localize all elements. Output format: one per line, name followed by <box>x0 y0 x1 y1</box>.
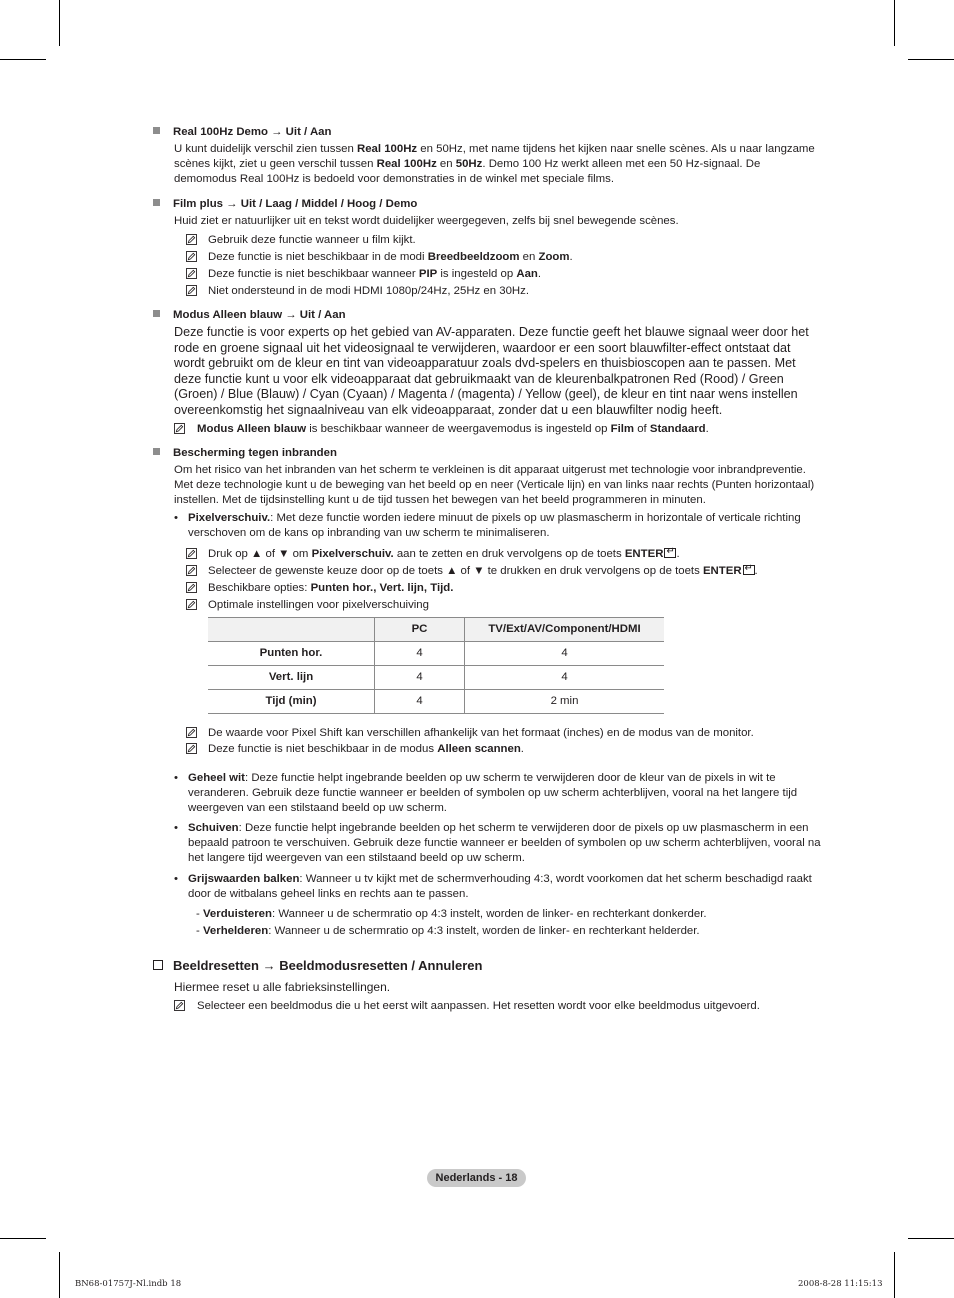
real100hz-description: U kunt duidelijk verschil zien tussen Real 100Hz en 50Hz, met name tijdens het kijken naar snelle scènes. Als u naar langzame scènes kijkt, ziet u geen verschil tussen Real 100Hz en 50Hz. Demo 100 Hz werkt alleen met een 50 Hz-signaal. De demomodus Real 100Hz is bedoeld voor demonstraties in de winkel met speciale films. <box>174 143 815 185</box>
table-header-cell: PC <box>375 618 465 642</box>
enter-icon <box>743 565 755 575</box>
checkbox-bullet-icon <box>153 960 163 970</box>
table-cell: 4 <box>465 666 665 690</box>
note-pencil-icon <box>186 743 197 754</box>
footer-file-info: BN68-01757J-Nl.indb 18 <box>75 1279 182 1289</box>
table-header-cell <box>208 618 375 642</box>
table-header-row <box>208 618 664 642</box>
page-number-badge: Nederlands - 18 <box>427 1169 526 1187</box>
table-cell: 2 min <box>465 690 665 714</box>
note-pencil-icon <box>186 727 197 738</box>
note-pencil-icon <box>186 599 197 610</box>
square-bullet-icon <box>153 127 160 134</box>
table-cell: 4 <box>375 690 465 714</box>
table-header-cell: TV/Ext/AV/Component/HDMI <box>465 618 665 642</box>
note-pencil-icon <box>186 582 197 593</box>
square-bullet-icon <box>153 310 160 317</box>
bullet-dot-icon: • <box>174 512 178 524</box>
bullet-dot-icon: • <box>174 873 178 885</box>
note-pencil-icon <box>174 1000 185 1011</box>
bullet-grijswaarden: • Grijswaarden balken: Wanneer u tv kijkt met de schermverhouding 4:3, wordt voorkomen dat het scherm beschadigd raakt door de witbalans geheel links en rechts aan te passen. <box>174 873 812 900</box>
note: Deze functie is niet beschikbaar wanneer PIP is ingesteld op Aan. <box>186 267 541 282</box>
bullet-dot-icon: • <box>174 772 178 784</box>
section-title-picture-reset: Beeldresetten → Beeldmodusresetten / Annuleren <box>153 958 482 974</box>
table-row-header: Vert. lijn <box>208 666 375 690</box>
table-row-header: Tijd (min) <box>208 690 375 714</box>
table-row <box>208 666 664 690</box>
table-row-header: Punten hor. <box>208 642 375 666</box>
reset-description: Hiermee reset u alle fabrieksinstellingen. <box>174 980 391 994</box>
bullet-dot-icon: • <box>174 822 178 834</box>
note: Selecteer de gewenste keuze door op de toets ▲ of ▼ te drukken en druk vervolgens op de toets ENTER↵ . <box>186 564 758 579</box>
bullet-geheel-wit: • Geheel wit: Deze functie helpt ingebrande beelden op uw scherm te verwijderen door de kleur van de pixels in wit te veranderen. Gebruik deze functie wanneer er beelden of symbolen op uw scherm achterblijven, vooral na het langere tijd weergeven van een stilstaand beeld op uw scherm. <box>174 772 798 814</box>
bullet-pixel-shift: • Pixelverschuiv.: Met deze functie worden iedere minuut de pixels op uw plasmascherm in horizontale of verticale richting verschoven om de kans op inbranding van uw scherm te minimaliseren. <box>174 512 801 539</box>
table-cell: 4 <box>375 642 465 666</box>
note: De waarde voor Pixel Shift kan verschillen afhankelijk van het formaat (inches) en de modus van de monitor. <box>186 726 754 741</box>
crop-mark <box>59 1252 60 1298</box>
blue-only-description: Deze functie is voor experts op het gebied van AV-apparaten. Deze functie geeft het blauwe signaal weer door het rode en groene signaal uit het videosignaal te verwijderen, waardoor er een soort blauwfilter-effect ontstaat dat wordt gebruikt om de kleur en tint van videoapparatuur zoals dvd-spelers en thuisbioscopen aan te passen. Met deze functie kunt u voor elk videoapparaat dat gebruikmaakt van de kleurenbalkpatronen Red (Rood) / Green (Groen) / Blue (Blauw) / Cyan (Cyaan) / Magenta / (magenta) / Yellow (geel), de kleur en tint naar wens instellen overeenkomstig het signaalniveau van elk videoapparaat, zonder dat u een blauwfilter nodig heeft. <box>174 325 809 417</box>
note: Gebruik deze functie wanneer u film kijkt. <box>186 233 416 248</box>
crop-mark <box>894 0 895 46</box>
note: Selecteer een beeldmodus die u het eerst wilt aanpassen. Het resetten wordt voor elke beeldmodus uitgevoerd. <box>174 999 760 1014</box>
note: Beschikbare opties: Punten hor., Vert. lijn, Tijd. <box>186 581 453 596</box>
note: Deze functie is niet beschikbaar in de modi Breedbeeldzoom en Zoom. <box>186 250 573 265</box>
bullet-schuiven: • Schuiven: Deze functie helpt ingebrande beelden op het scherm te verwijderen door de pixels op uw plasmascherm in een bepaald patroon te verschuiven. Gebruik deze functie wanneer er beelden of symbolen op uw scherm achterblijven, vooral na het langere tijd weergeven van een stilstaand beeld op uw scherm. <box>174 822 821 864</box>
note-pencil-icon <box>174 423 185 434</box>
crop-mark <box>0 1238 46 1239</box>
burn-in-description: Om het risico van het inbranden van het scherm te verkleinen is dit apparaat uitgerust met technologie voor inbrandpreventie. Met deze technologie kunt u de beweging van het beeld op en neer (Verticale lijn) en van links naar rechts (Punten horizontaal) instellen. Met de tijdsinstelling kunt u de tijd tussen het bewegen van het beeld programmeren in minuten. <box>174 464 815 506</box>
dash-item-verduisteren: - Verduisteren: Wanneer u de schermratio op 4:3 instelt, worden de linker- en rechterkant donkerder. <box>196 908 707 920</box>
table-row <box>208 690 664 714</box>
table-cell: 4 <box>465 642 665 666</box>
note-pencil-icon <box>186 251 197 262</box>
square-bullet-icon <box>153 448 160 455</box>
note-pencil-icon <box>186 285 197 296</box>
crop-mark <box>908 1238 954 1239</box>
note: Druk op ▲ of ▼ om Pixelverschuiv. aan te zetten en druk vervolgens op de toets ENTER↵ . <box>186 547 680 562</box>
note: Niet ondersteund in de modi HDMI 1080p/24Hz, 25Hz en 30Hz. <box>186 284 529 299</box>
table-row <box>208 642 664 666</box>
section-title-real100hz: Real 100Hz Demo → Uit / Aan <box>153 125 331 140</box>
section-title-burn-in-protection: Bescherming tegen inbranden <box>153 446 337 461</box>
crop-mark <box>0 59 46 60</box>
crop-mark <box>59 0 60 46</box>
section-title-film-plus: Film plus → Uit / Laag / Middel / Hoog / Demo <box>153 197 417 212</box>
enter-icon <box>664 548 676 558</box>
pixel-shift-table <box>208 617 664 714</box>
square-bullet-icon <box>153 199 160 206</box>
table-cell: 4 <box>375 666 465 690</box>
note-pencil-icon <box>186 234 197 245</box>
note: Modus Alleen blauw is beschikbaar wanneer de weergavemodus is ingesteld op Film of Standaard. <box>174 422 709 437</box>
note-pencil-icon <box>186 565 197 576</box>
note-pencil-icon <box>186 548 197 559</box>
crop-mark <box>908 59 954 60</box>
section-title-blue-only: Modus Alleen blauw → Uit / Aan <box>153 308 346 323</box>
dash-item-verhelderen: - Verhelderen: Wanneer u de schermratio op 4:3 instelt, worden de linker- en rechterkant helderder. <box>196 925 700 937</box>
crop-mark <box>894 1252 895 1298</box>
film-plus-description: Huid ziet er natuurlijker uit en tekst wordt duidelijker weergegeven, zelfs bij snel bewegende scènes. <box>174 215 679 227</box>
note: Deze functie is niet beschikbaar in de modus Alleen scannen. <box>186 742 524 757</box>
note: Optimale instellingen voor pixelverschuiving <box>186 598 429 613</box>
footer-timestamp: 2008-8-28 11:15:13 <box>798 1279 883 1289</box>
note-pencil-icon <box>186 268 197 279</box>
